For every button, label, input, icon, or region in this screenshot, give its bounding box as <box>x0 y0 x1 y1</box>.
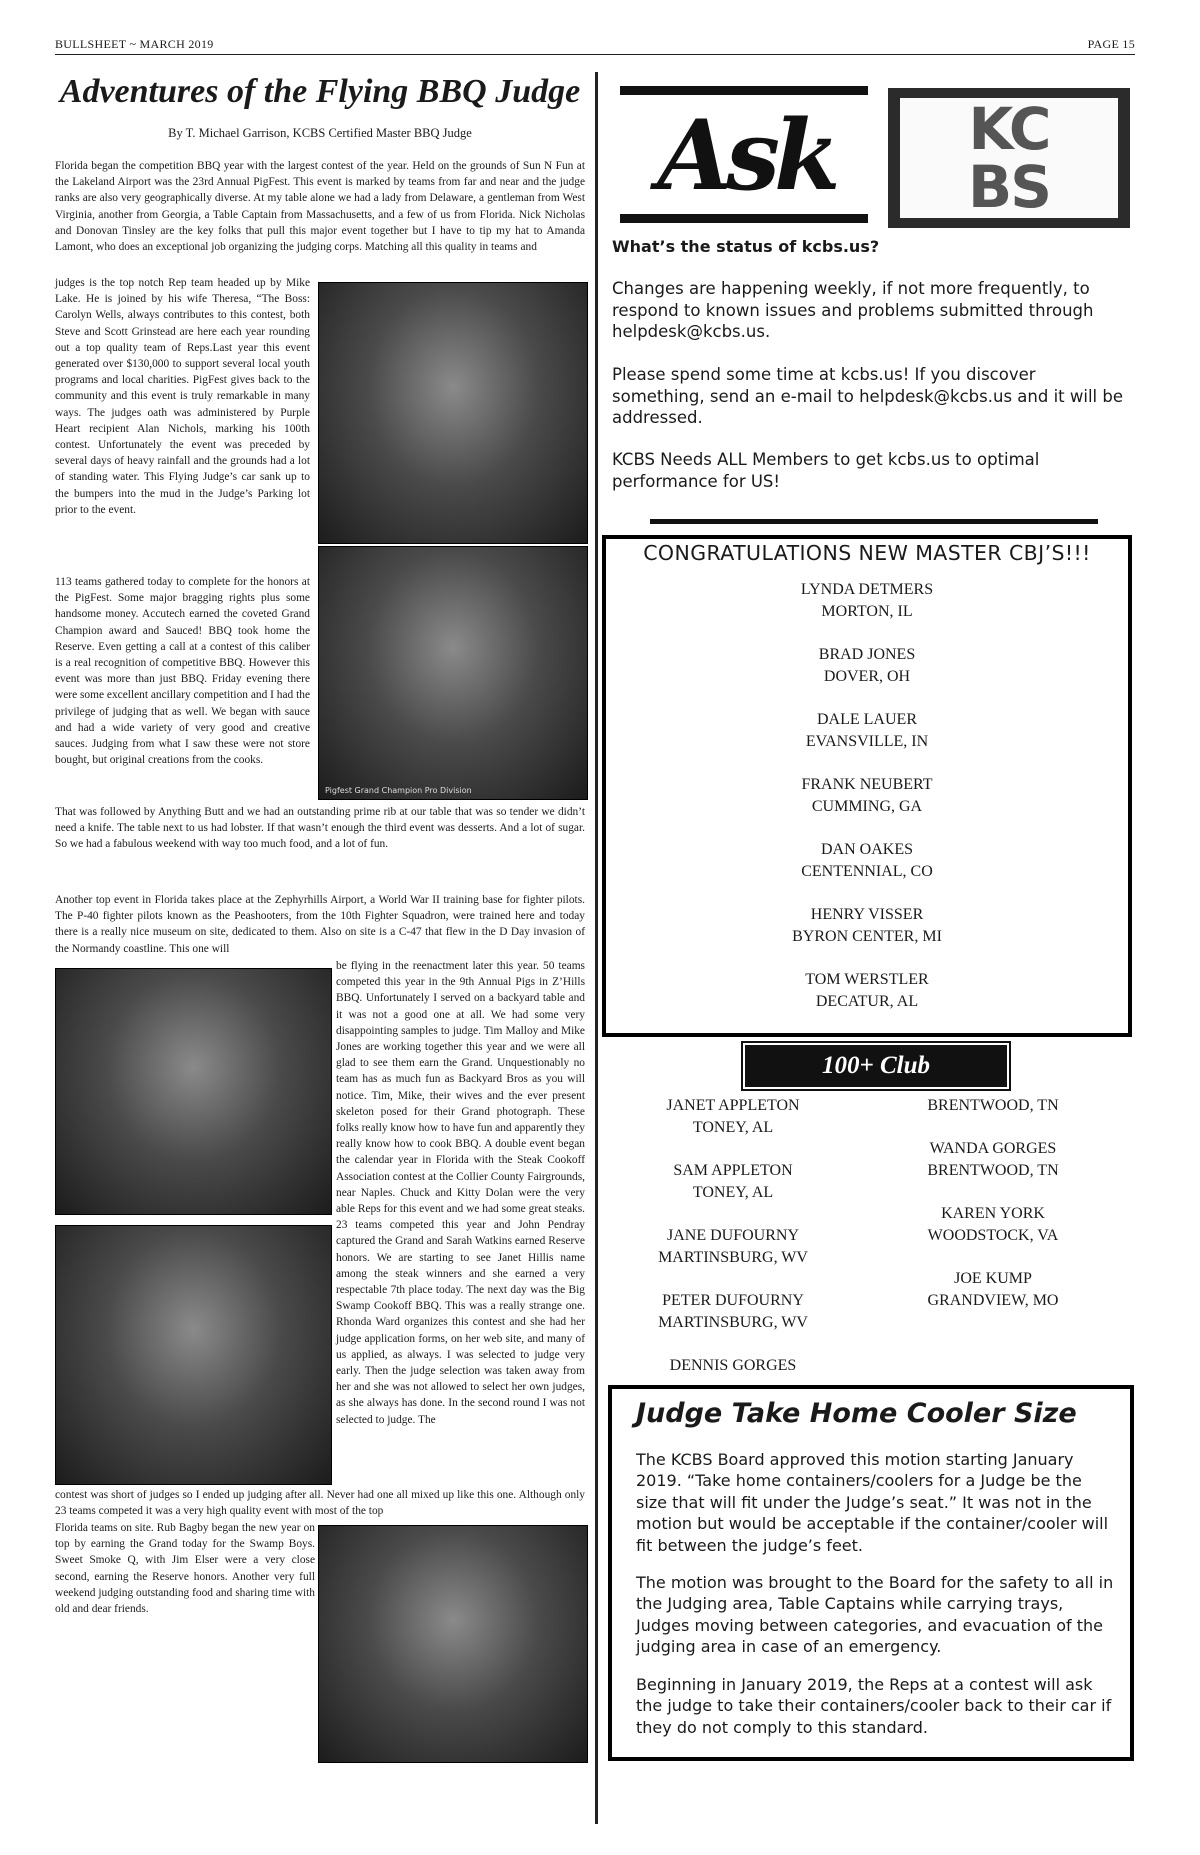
publication-name: BULLSHEET ~ MARCH 2019 <box>55 37 214 51</box>
cooler-paragraph-1: The KCBS Board approved this motion starting January 2019. “Take home containers/coolers for a Judge be the size that will fit under the Judge’s seat.” It was not in the motion but would be acceptable if the container/cooler will fit between the judge’s feet. <box>636 1450 1109 1555</box>
ask-question: What’s the status of kcbs.us? <box>612 237 880 256</box>
cooler-title: Judge Take Home Cooler Size <box>636 1398 1077 1429</box>
article-paragraph-4-full: contest was short of judges so I ended up judging after all. Never had one all mixed up like this one. Although only 23 teams competed it was a very high quality event with most of the top <box>55 1489 585 1518</box>
cbj-city: CUMMING, GA <box>811 798 923 815</box>
ask-logo <box>620 86 868 226</box>
cbj-city: DECATUR, AL <box>815 993 919 1010</box>
article-paragraph-3-side: be flying in the reenactment later this year. 50 teams competed this year in the 9th Annual Pigs in Z’Hills BBQ. Unfortunately I served on a backyard table and it was not a good one at all. We had some very disappointing samples to judge. Tim Malloy and Mike Jones are working together this year and we were all glad to see them earn the Grand. Unquestionably no team has as much fun as Backyard Bros as you will notice. Tim, Mike, their wives and the ever present skeleton posed for their Grand photograph. These folks really know how to have fun and apparently they really know how to cook BBQ. A double event began the calendar year in Florida with the Steak Cookoff Association contest at the Collier County Fairgrounds, near Naples. Chuck and Kitty Dolan were the very able Reps for this event and we had some great steaks. 23 teams competed this year and John Pendray captured the Grand and Sarah Watkins earned Reserve honors. We are starting to see Janet Hillis name among the steak winners and she earned a very respectable 7th place today. The next day was the Big Swamp Cookoff BBQ. This was a really strange one. Rhonda Ward organizes this contest and she had her judge application forms, on her web site, and many of us applied, as always. I was selected to judge very early. Then the judge selection was taken away from her and she was not allowed to select her own judges, as she always has done. In the second round I was not selected to judge. The <box>336 960 585 1426</box>
club-member-city: GRANDVIEW, MO <box>927 1292 1059 1309</box>
club-member-name: WANDA GORGES <box>929 1140 1057 1157</box>
cbj-name: DALE LAUER <box>817 711 917 728</box>
article-paragraph-3-full: Another top event in Florida takes place at the Zephyrhills Airport, a World War II training base for fighter pilots. The P-40 fighter pilots known as the Peashooters, from the 10th Fighter Squadron, were trained here and today there is a really nice museum on site, dedicated to them. Also on site is a C-47 that flew in the D Day invasion of the Normandy coastline. This one will <box>55 894 585 955</box>
article-paragraph-2-side: 113 teams gathered today to complete for the honors at the PigFest. Some major bragging rights plus some handsome money. Accutech earned the coveted Grand Champion award and Sauced! BBQ took home the Reserve. Even getting a call at a contest of this caliber is a real recognition of competitive BBQ. However this event was more than just BBQ. Friday evening there were some excellent ancillary competition and I had the privilege of judging that as well. We began with sauce and had a wide variety of very good and creative sauces. Judging from what I saw these were not store bought, but original creations from the cooks. <box>55 576 310 767</box>
cbj-name: DAN OAKES <box>821 841 913 858</box>
article-byline: By T. Michael Garrison, KCBS Certified Master BBQ Judge <box>168 126 472 140</box>
cooler-size-box <box>608 1385 1134 1761</box>
club-member-city: WOODSTOCK, VA <box>927 1227 1059 1244</box>
club-member-name: PETER DUFOURNY <box>662 1292 804 1309</box>
cbj-city: CENTENNIAL, CO <box>801 863 933 880</box>
article-paragraph-2-full: That was followed by Anything Butt and we had an outstanding prime rib at our table that was so tender we didn’t need a knife. The table next to us had lobster. If that wasn’t enough the third event was desserts. And a lot of sugar. So we had a fabulous weekend with way too much food, and a lot of fun. <box>55 806 585 851</box>
congrats-title: CONGRATULATIONS NEW MASTER CBJ’S!!! <box>643 541 1091 565</box>
ask-answer-1: Changes are happening weekly, if not more frequently, to respond to known issues and problems submitted through helpdesk@kcbs.us. <box>612 279 1094 341</box>
photo-pigfest-grand-champion <box>318 546 588 800</box>
list-item <box>606 904 1128 948</box>
cbj-city: DOVER, OH <box>823 668 911 685</box>
kcbs-logo <box>888 88 1130 228</box>
list-item <box>606 839 1128 883</box>
congrats-box <box>602 535 1132 1037</box>
cbj-name: BRAD JONES <box>818 646 916 663</box>
list-item <box>606 969 1128 1013</box>
cbj-name: LYNDA DETMERS <box>800 581 934 598</box>
article-paragraph-1-top: Florida began the competition BBQ year with the largest contest of the year. Held on the grounds of Sun N Fun at the Lakeland Airport was the 23rd Annual PigFest. This event is marked by teams from far and near and the judge ranks are also very geographically diverse. At my table alone we had a lady from Delaware, a gentleman from West Virginia, another from Georgia, a Table Captain from Massachusetts, and a few of us from Florida. Nick Nicholas and Donovan Tinsley are the key folks that pull this major event together but I have to tip my hat to Amanda Lamont, who does an exceptional job organizing the judging corps. Matching all this quality in teams and <box>55 160 585 254</box>
list-item <box>606 709 1128 753</box>
cooler-paragraph-2: The motion was brought to the Board for the safety to all in the Judging area, Table Captains while carrying trays, Judges moving between categories, and evacuation of the judging area in case of an emergency. <box>636 1573 1114 1657</box>
photo-backyard-bros-skeleton <box>55 968 332 1215</box>
club-member-city: MARTINSBURG, WV <box>658 1249 808 1266</box>
kcbs-logo-panel <box>900 95 1118 221</box>
cbj-name: FRANK NEUBERT <box>801 776 933 793</box>
club-member-city: BRENTWOOD, TN <box>927 1097 1059 1114</box>
cbj-name: HENRY VISSER <box>810 906 924 923</box>
cbj-name: TOM WERSTLER <box>805 971 929 988</box>
ask-answer-2: Please spend some time at kcbs.us! If you discover something, send an e-mail to helpdesk@kcbs.us and it will be addressed. <box>612 365 1123 427</box>
section-separator <box>650 519 1098 524</box>
club-member-name: DENNIS GORGES <box>669 1357 797 1374</box>
ask-answer-3: KCBS Needs ALL Members to get kcbs.us to optimal performance for US! <box>612 450 1040 491</box>
cbj-city: BYRON CENTER, MI <box>792 928 942 945</box>
article-title: Adventures of the Flying BBQ Judge <box>59 73 581 110</box>
page-number: PAGE 15 <box>1087 37 1135 51</box>
column-divider <box>595 72 598 1824</box>
list-item <box>606 774 1128 818</box>
ask-logo-word: Ask <box>657 99 835 212</box>
club-member-city: BRENTWOOD, TN <box>927 1162 1059 1179</box>
club-member-city: TONEY, AL <box>692 1184 774 1201</box>
article-paragraph-1-side: judges is the top notch Rep team headed up by Mike Lake. He is joined by his wife Theresa, “The Boss: Carolyn Wells, always contributes to this contest, both Steve and Scott Grinstead are here each year rounding out a top quality team of Reps.Last year this event generated over $130,000 to support several local youth programs and local charities. PigFest gives back to the community and this event is truly remarkable in many ways. The judges oath was administered by Purple Heart recipient Alan Nichols, marking his 100th contest. Unfortunately the event was preceded by several days of heavy rainfall and the grounds had a lot of standing water. This Flying Judge’s car sank up to the bumpers into the mud in the Judge’s Parking lot prior to the event. <box>55 277 310 516</box>
photo-banner-text: Pigfest Grand Champion Pro Division <box>325 786 472 795</box>
club-member-city: MARTINSBURG, WV <box>658 1314 808 1331</box>
ask-logo-bottom-bar <box>620 214 868 223</box>
article-paragraph-4-side: Florida teams on site. Rub Bagby began the new year on top by earning the Grand today for the Swamp Boys. Sweet Smoke Q, with Jim Elser were a very close second, earning the Reserve honors. Another very full weekend judging outstanding food and sharing time with old and dear friends. <box>55 1522 315 1616</box>
club-member-name: SAM APPLETON <box>673 1162 793 1179</box>
list-item <box>606 644 1128 688</box>
photo-golf-cart-judges <box>318 282 588 544</box>
cooler-paragraph-3: Beginning in January 2019, the Reps at a contest will ask the judge to take their containers/cooler back to their car if they do not comply to this standard. <box>636 1675 1112 1737</box>
list-item <box>606 579 1128 623</box>
ask-logo-top-bar <box>620 86 868 95</box>
cbj-city: EVANSVILLE, IN <box>805 733 929 750</box>
club-banner: 100+ Club <box>745 1045 1007 1087</box>
club-member-name: JOE KUMP <box>954 1270 1032 1287</box>
cbj-city: MORTON, IL <box>821 603 913 620</box>
club-member-name: JANET APPLETON <box>666 1097 800 1114</box>
photo-grand-champion-check <box>55 1225 332 1485</box>
page-header <box>55 36 1135 55</box>
club-member-city: TONEY, AL <box>692 1119 774 1136</box>
kcbs-logo-bs: BS <box>968 153 1050 221</box>
kcbs-logo-kc: KC <box>968 95 1050 163</box>
club-member-name: KAREN YORK <box>941 1205 1045 1222</box>
photo-reserve-champion <box>318 1525 588 1763</box>
club-member-name: JANE DUFOURNY <box>666 1227 799 1244</box>
